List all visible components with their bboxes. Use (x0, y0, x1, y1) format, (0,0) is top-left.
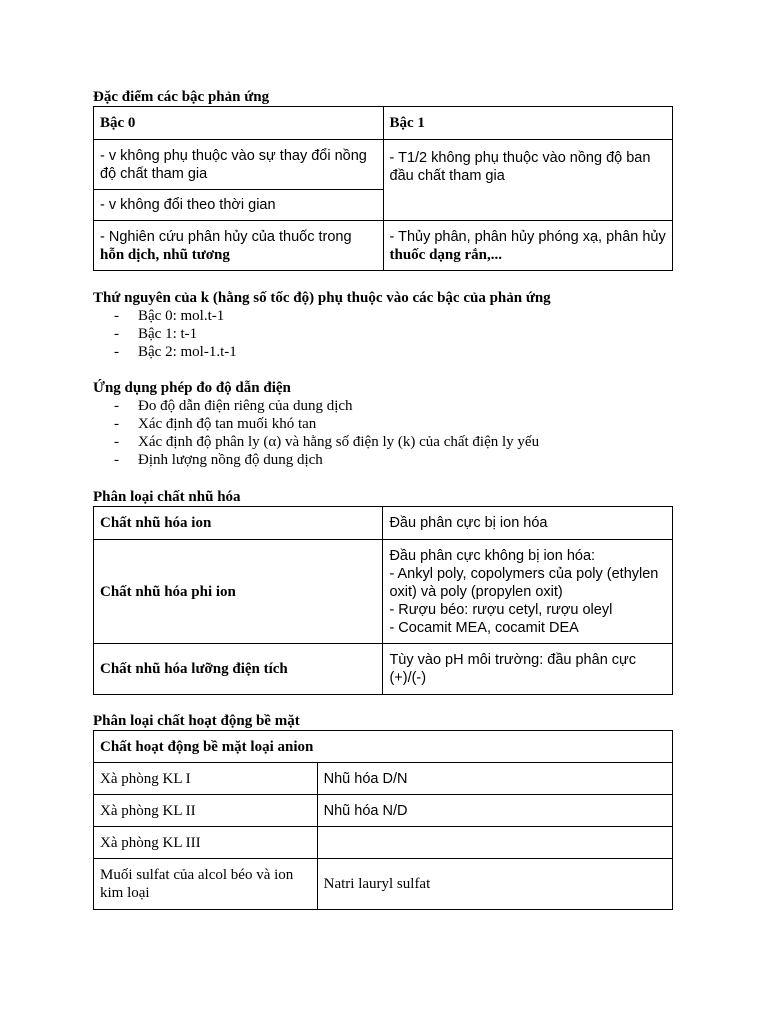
header-order-1: Bậc 1 (383, 107, 673, 140)
list-item: - Bậc 0: mol.t-1 (114, 308, 225, 324)
list-item: - Đo độ dẫn điện riêng của dung dịch (114, 398, 353, 414)
table-cell: Xà phòng KL III (94, 827, 318, 859)
header-order-0: Bậc 0 (94, 107, 384, 140)
cell-order0-examples: - Nghiên cứu phân hủy của thuốc trong hỗn dịch, nhũ tương (94, 221, 384, 271)
list-item: - Xác định độ phân ly (α) và hằng số điện ly (k) của chất điện ly yếu (114, 434, 540, 450)
cell-ionic-emulsifier: Chất nhũ hóa ion (94, 507, 383, 540)
section-title-surfactant-classification: Phân loại chất hoạt động bề mặt (93, 713, 300, 729)
table-cell (317, 827, 672, 859)
cell-nonionic-emulsifier: Chất nhũ hóa phi ion (94, 540, 383, 644)
emulsifier-table (93, 506, 673, 695)
table-cell: Xà phòng KL II (94, 795, 318, 827)
rate-constant-list (93, 307, 237, 361)
list-item: - Bậc 2: mol-1.t-1 (114, 344, 237, 360)
reaction-order-table (93, 106, 673, 271)
cell-amphoteric-emulsifier: Chất nhũ hóa lưỡng điện tích (94, 644, 383, 695)
surfactant-table-header: Chất hoạt động bề mặt loại anion (94, 731, 673, 763)
table-cell: Xà phòng KL I (94, 763, 318, 795)
table-cell: Natri lauryl sulfat (317, 859, 672, 910)
section-title-reaction-orders: Đặc điểm các bậc phản ứng (93, 89, 270, 105)
cell-order0-concentration: - v không phụ thuộc vào sự thay đổi nồng độ chất tham gia (94, 140, 384, 190)
section-title-rate-constant-dimension: Thứ nguyên của k (hằng số tốc độ) phụ thuộc vào các bậc của phản ứng (93, 290, 551, 306)
cell-order0-constant-rate: - v không đổi theo thời gian (94, 190, 384, 221)
cell-nonionic-description: Đầu phân cực không bị ion hóa: - Ankyl poly, copolymers của poly (ethylen oxit) và poly (propylen oxit) - Rượu béo: rượu cetyl, rượu oleyl - Cocamit MEA, cocamit DEA (383, 540, 673, 644)
surfactant-table (93, 730, 673, 910)
cell-ionic-description: Đầu phân cực bị ion hóa (383, 507, 673, 540)
cell-order1-halflife: - T1/2 không phụ thuộc vào nồng độ ban đầu chất tham gia (383, 140, 673, 221)
cell-order1-examples: - Thủy phân, phân hủy phóng xạ, phân hủy thuốc dạng rắn,... (383, 221, 673, 271)
conductivity-list (93, 397, 539, 469)
list-item: - Bậc 1: t-1 (114, 326, 198, 342)
section-title-emulsifier-classification: Phân loại chất nhũ hóa (93, 489, 241, 505)
table-cell: Muối sulfat của alcol béo và ion kim loại (94, 859, 318, 910)
section-title-conductivity-applications: Ứng dụng phép đo độ dẫn điện (93, 380, 291, 396)
list-item: - Xác định độ tan muối khó tan (114, 416, 317, 432)
table-cell: Nhũ hóa D/N (317, 763, 672, 795)
table-cell: Nhũ hóa N/D (317, 795, 672, 827)
list-item: - Định lượng nồng độ dung dịch (114, 452, 323, 468)
cell-amphoteric-description: Tùy vào pH môi trường: đầu phân cực (+)/(-) (383, 644, 673, 695)
